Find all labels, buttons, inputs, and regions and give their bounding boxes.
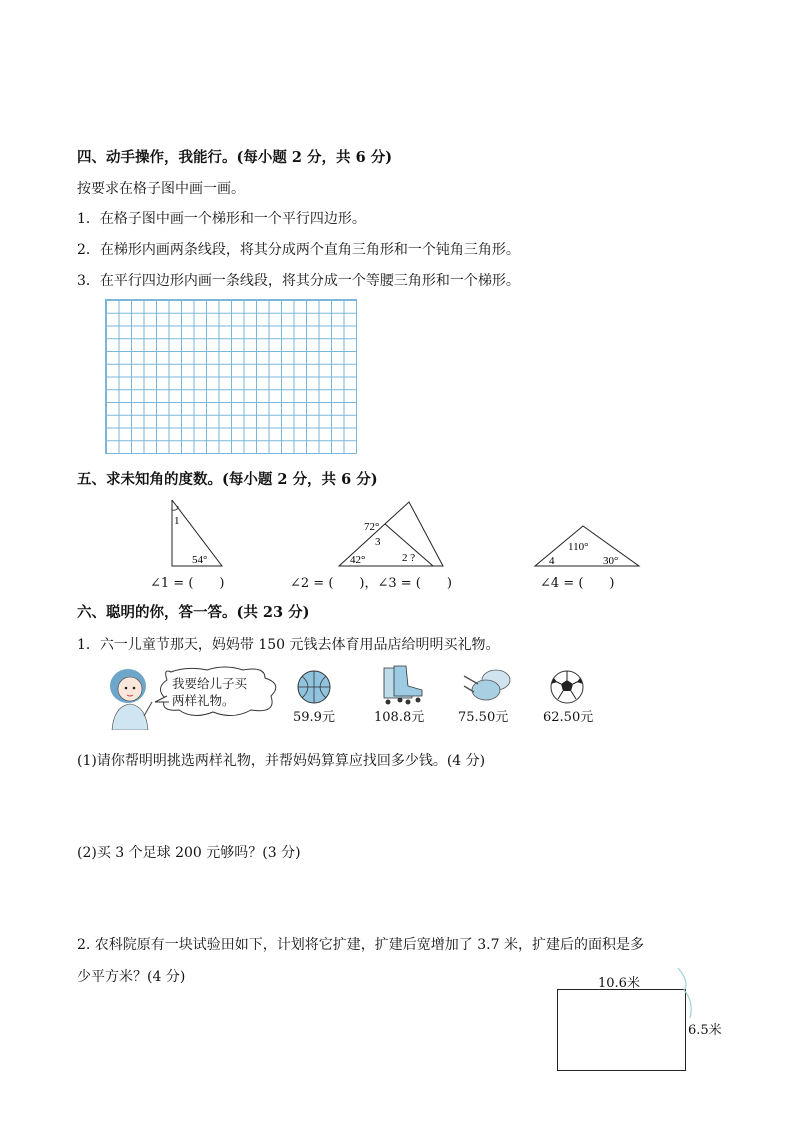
fig3-right-angle: 30°: [603, 555, 619, 567]
fig2-right-angle: 2 ?: [402, 552, 416, 564]
answer-angle-2-3[interactable]: ∠2 = ( )，∠3 = ( ): [290, 576, 452, 591]
section6-title: 六、聪明的你，答一答。(共 23 分): [77, 604, 310, 621]
fig2-top-angle: 72°: [364, 521, 380, 533]
price-roller-skates: 108.8元: [374, 710, 425, 725]
triangle-figure-1: [160, 498, 230, 570]
width-indicator: [676, 966, 706, 1026]
section4-intro: 按要求在格子图中画一画。: [77, 181, 245, 197]
triangle-figure-3: [533, 524, 643, 570]
field-length-label: 10.6米: [598, 976, 640, 991]
field-width-label: 6.5米: [688, 1023, 722, 1038]
question-1: 1．六一儿童节那天，妈妈带 150 元钱去体育用品店给明明买礼物。: [77, 637, 500, 653]
price-rackets: 75.50元: [458, 710, 509, 725]
speech-text-line-2: 两样礼物。: [172, 693, 235, 708]
fig3-left-angle: 4: [549, 555, 555, 567]
basketball-icon: [294, 668, 334, 706]
triangle-figure-2: [337, 498, 447, 570]
section4-item-1: 1．在格子图中画一个梯形和一个平行四边形。: [77, 211, 366, 227]
question-2-line-2: 少平方米？(4 分): [77, 969, 186, 985]
answer-angle-4[interactable]: ∠4 = ( ): [540, 576, 615, 591]
question-1-part-2: (2)买 3 个足球 200 元够吗？(3 分): [77, 845, 301, 861]
drawing-grid[interactable]: [105, 299, 357, 454]
answer-angle-1[interactable]: ∠1 = ( ): [150, 576, 225, 591]
soccer-ball-icon: [548, 668, 588, 706]
price-basketball: 59.9元: [293, 710, 335, 725]
section4-title: 四、动手操作，我能行。(每小题 2 分，共 6 分): [77, 149, 393, 166]
section4-item-2: 2．在梯形内画两条线段，将其分成两个直角三角形和一个钝角三角形。: [77, 242, 520, 258]
fig1-given-angle: 54°: [192, 554, 208, 566]
fig2-mid-angle: 3: [375, 536, 381, 548]
fig1-angle-label: 1: [174, 515, 180, 527]
question-2-line-1: 2. 农科院原有一块试验田如下，计划将它扩建，扩建后宽增加了 3.7 米，扩建后的面积是多: [77, 937, 644, 953]
field-rectangle: [557, 989, 686, 1071]
section4-item-3: 3．在平行四边形内画一条线段，将其分成一个等腰三角形和一个梯形。: [77, 273, 520, 289]
speech-text-line-1: 我要给儿子买: [172, 676, 248, 691]
fig2-left-angle: 42°: [350, 554, 366, 566]
section5-title: 五、求未知角的度数。(每小题 2 分，共 6 分): [77, 471, 378, 488]
roller-skates-icon: [378, 664, 426, 706]
question-1-part-1: (1)请你帮明明挑选两样礼物，并帮妈妈算算应找回多少钱。(4 分): [77, 753, 486, 769]
fig3-top-angle: 110°: [568, 541, 589, 553]
badminton-racket-icon: [460, 666, 516, 706]
price-soccer-ball: 62.50元: [543, 710, 594, 725]
mother-illustration: [100, 664, 160, 730]
